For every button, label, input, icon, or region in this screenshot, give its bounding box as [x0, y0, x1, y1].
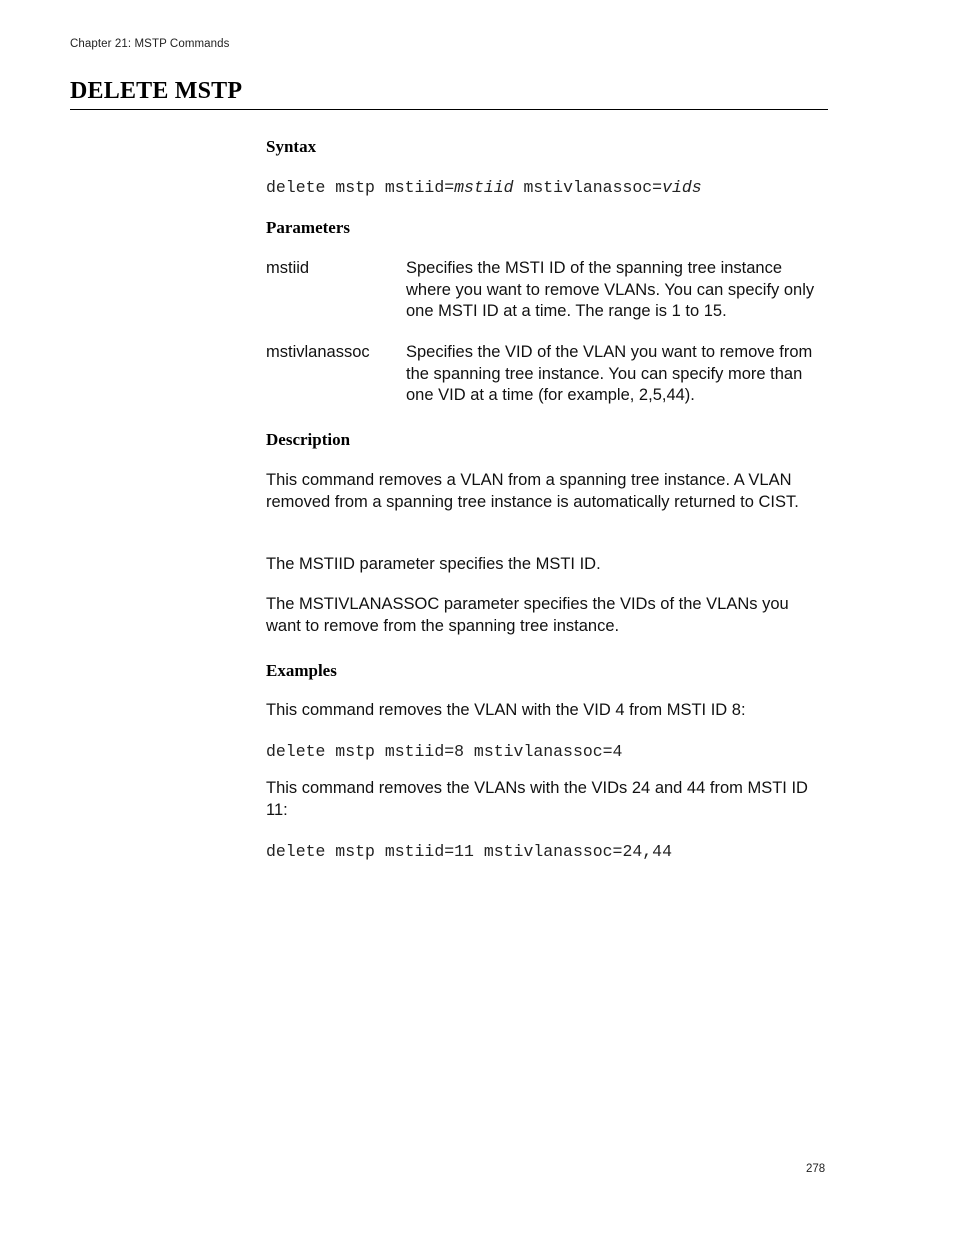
page-title: DELETE MSTP [70, 78, 243, 104]
description-heading: Description [266, 430, 351, 449]
syntax-heading: Syntax [266, 137, 317, 156]
parameter-description: Specifies the MSTI ID of the spanning tree instance where you want to remove VLANs. You can specify only one MSTI ID at a time. The range is 1 to 15. [406, 259, 815, 320]
examples-heading: Examples [266, 661, 337, 680]
title-rule [70, 109, 828, 110]
description-paragraph: The MSTIID parameter specifies the MSTI ID. [266, 555, 601, 573]
syntax-var-mstiid: mstiid [454, 178, 514, 197]
description-paragraph: The MSTIVLANASSOC parameter specifies the VIDs of the VLANs you want to remove from the spanning tree instance. [266, 595, 789, 635]
parameter-description: Specifies the VID of the VLAN you want to remove from the spanning tree instance. You can specify more than one VID at a time (for example, 2,5,44). [406, 343, 813, 404]
syntax-command-middle: mstivlanassoc= [513, 178, 663, 197]
syntax-var-vids: vids [662, 178, 702, 197]
description-paragraph: This command removes a VLAN from a spanning tree instance. A VLAN removed from a spanning tree instance is automatically returned to CIST. [266, 471, 799, 511]
example-code: delete mstp mstiid=11 mstivlanassoc=24,44 [266, 842, 672, 861]
syntax-command-prefix: delete mstp mstiid= [266, 178, 455, 197]
parameters-heading: Parameters [266, 218, 351, 237]
syntax-command [266, 178, 702, 197]
parameter-name: mstiid [266, 259, 310, 277]
page-number: 278 [806, 1163, 826, 1175]
example-code: delete mstp mstiid=8 mstivlanassoc=4 [266, 742, 623, 761]
example-text: This command removes the VLANs with the VIDs 24 and 44 from MSTI ID 11: [266, 779, 808, 819]
parameter-name: mstivlanassoc [266, 343, 370, 361]
example-text: This command removes the VLAN with the VID 4 from MSTI ID 8: [266, 701, 746, 719]
running-header: Chapter 21: MSTP Commands [70, 38, 230, 50]
